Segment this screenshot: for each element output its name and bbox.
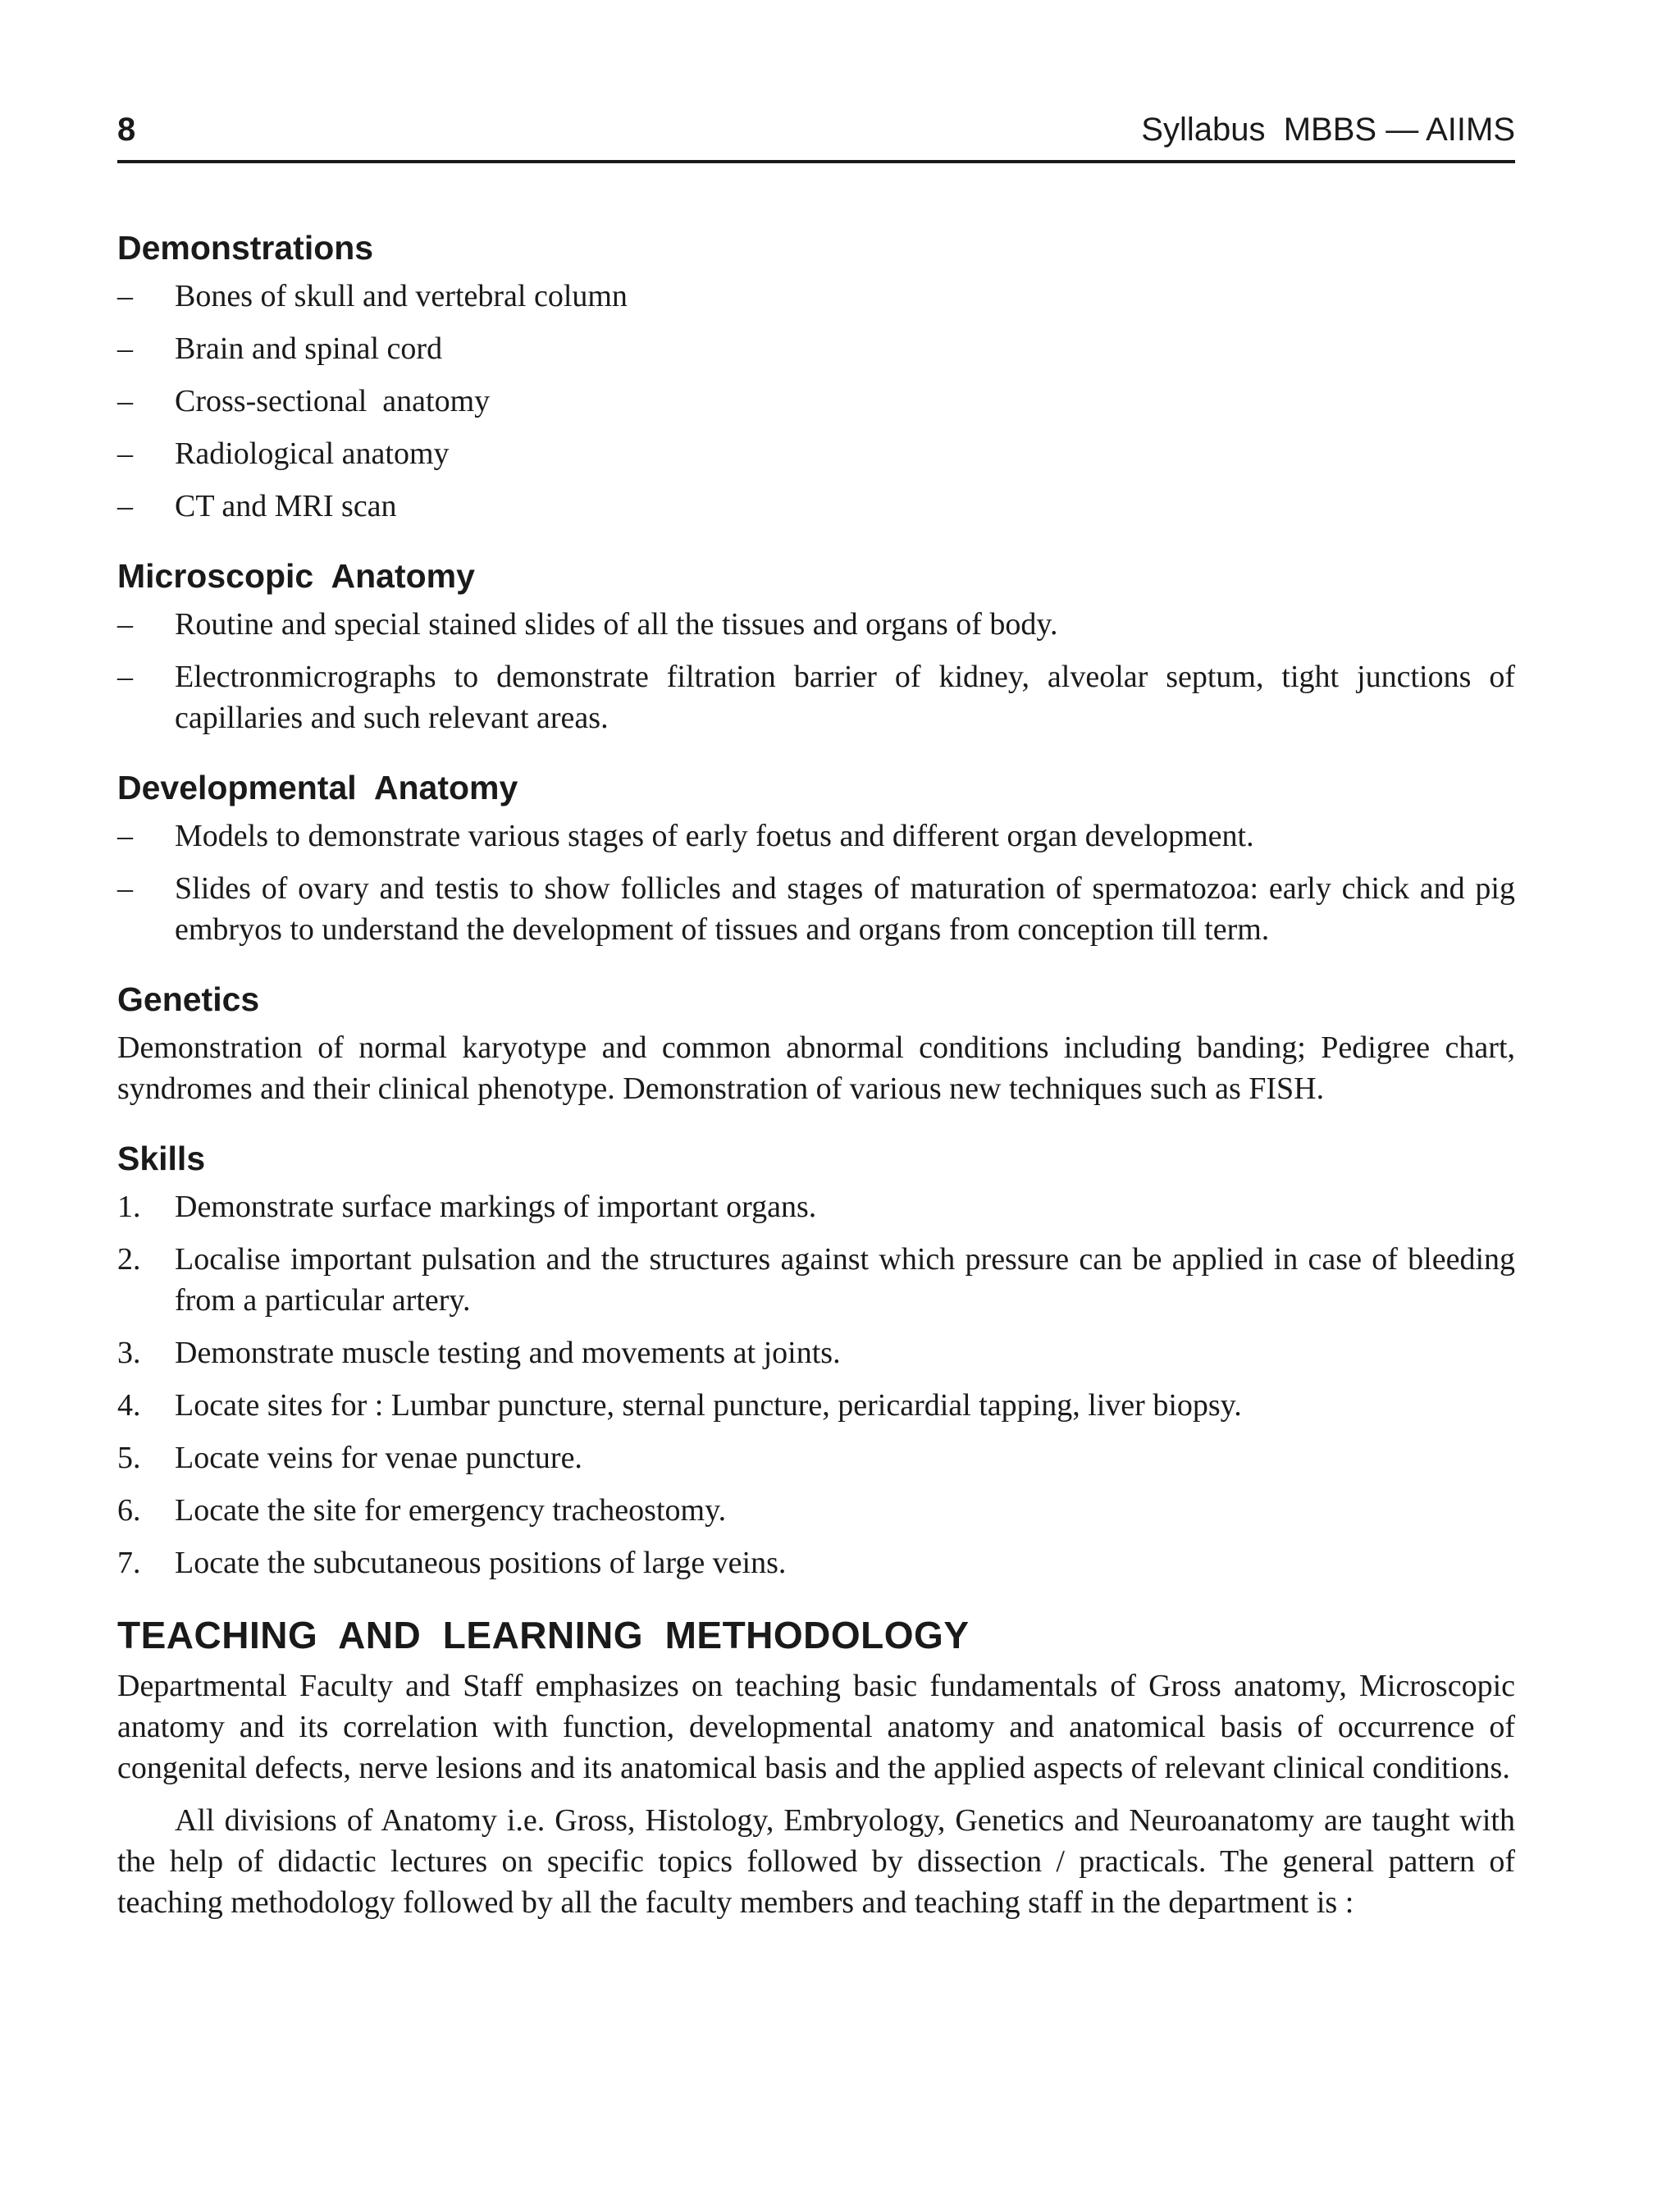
teaching-paragraph-2: All divisions of Anatomy i.e. Gross, Histology, Embryology, Genetics and Neuroanatomy are taught with the help of didactic lectures on specific topics followed by dissection / practicals. The general pattern of teaching methodology followed by all the faculty members and teaching staff in the department is : <box>117 1803 1515 1920</box>
list-item: – Brain and spinal cord <box>117 331 443 366</box>
list-item: – Models to demonstrate various stages of early foetus and different organ development. <box>117 819 1254 853</box>
list-item: 6. Locate the site for emergency tracheostomy. <box>117 1493 727 1528</box>
genetics-text: Demonstration of normal karyotype and common abnormal conditions including banding; Pedigree chart, syndromes and their clinical phenotype. Demonstration of various new techniques such as FISH. <box>117 1030 1515 1106</box>
list-item: – Electronmicrographs to demonstrate filtration barrier of kidney, alveolar septum, tight junctions of capillaries and such relevant areas. <box>117 660 1515 735</box>
list-item: – Bones of skull and vertebral column <box>117 279 628 313</box>
page-number: 8 <box>117 112 136 148</box>
heading-developmental-anatomy: Developmental Anatomy <box>117 769 518 806</box>
page-content <box>117 223 1515 1948</box>
list-item: 5. Locate veins for venae puncture. <box>117 1441 582 1475</box>
list-item: 3. Demonstrate muscle testing and movements at joints. <box>117 1336 841 1370</box>
list-item: 7. Locate the subcutaneous positions of large veins. <box>117 1546 787 1580</box>
list-item: 4. Locate sites for : Lumbar puncture, sternal puncture, pericardial tapping, liver biopsy. <box>117 1388 1242 1423</box>
section-genetics <box>117 975 1515 1109</box>
section-developmental-anatomy <box>117 763 1515 950</box>
page-header <box>117 108 1515 151</box>
list-item: 2. Localise important pulsation and the structures against which pressure can be applied in case of bleeding from a particular artery. <box>117 1242 1515 1318</box>
list-item: – Cross-sectional anatomy <box>117 384 491 418</box>
developmental-list <box>117 815 1515 950</box>
list-item: – CT and MRI scan <box>117 489 397 523</box>
header-rule <box>117 160 1515 163</box>
list-item: – Radiological anatomy <box>117 436 450 471</box>
heading-skills: Skills <box>117 1140 206 1177</box>
section-teaching-methodology <box>117 1608 1515 1923</box>
section-demonstrations <box>117 223 1515 527</box>
section-microscopic-anatomy <box>117 551 1515 738</box>
microscopic-list <box>117 604 1515 738</box>
heading-microscopic-anatomy: Microscopic Anatomy <box>117 557 475 595</box>
heading-demonstrations: Demonstrations <box>117 229 374 267</box>
list-item: – Slides of ovary and testis to show follicles and stages of maturation of spermatozoa: early chick and pig embryos to understand the development of tissues and organs from conception till term. <box>117 871 1515 947</box>
running-title: Syllabus MBBS — AIIMS <box>1141 112 1515 148</box>
list-item: – Routine and special stained slides of all the tissues and organs of body. <box>117 607 1058 642</box>
list-item: 1. Demonstrate surface markings of important organs. <box>117 1190 817 1224</box>
teaching-paragraph-1: Departmental Faculty and Staff emphasizes on teaching basic fundamentals of Gross anatomy, Microscopic anatomy and its correlation with function, developmental anatomy and anatomical basis of occurrence of congenital defects, nerve lesions and its anatomical basis and the applied aspects of relevant clinical conditions. <box>117 1669 1515 1785</box>
heading-genetics: Genetics <box>117 980 260 1018</box>
heading-teaching-methodology: TEACHING AND LEARNING METHODOLOGY <box>117 1614 970 1656</box>
section-skills <box>117 1134 1515 1583</box>
skills-list <box>117 1186 1515 1583</box>
demonstrations-list <box>117 276 1515 527</box>
